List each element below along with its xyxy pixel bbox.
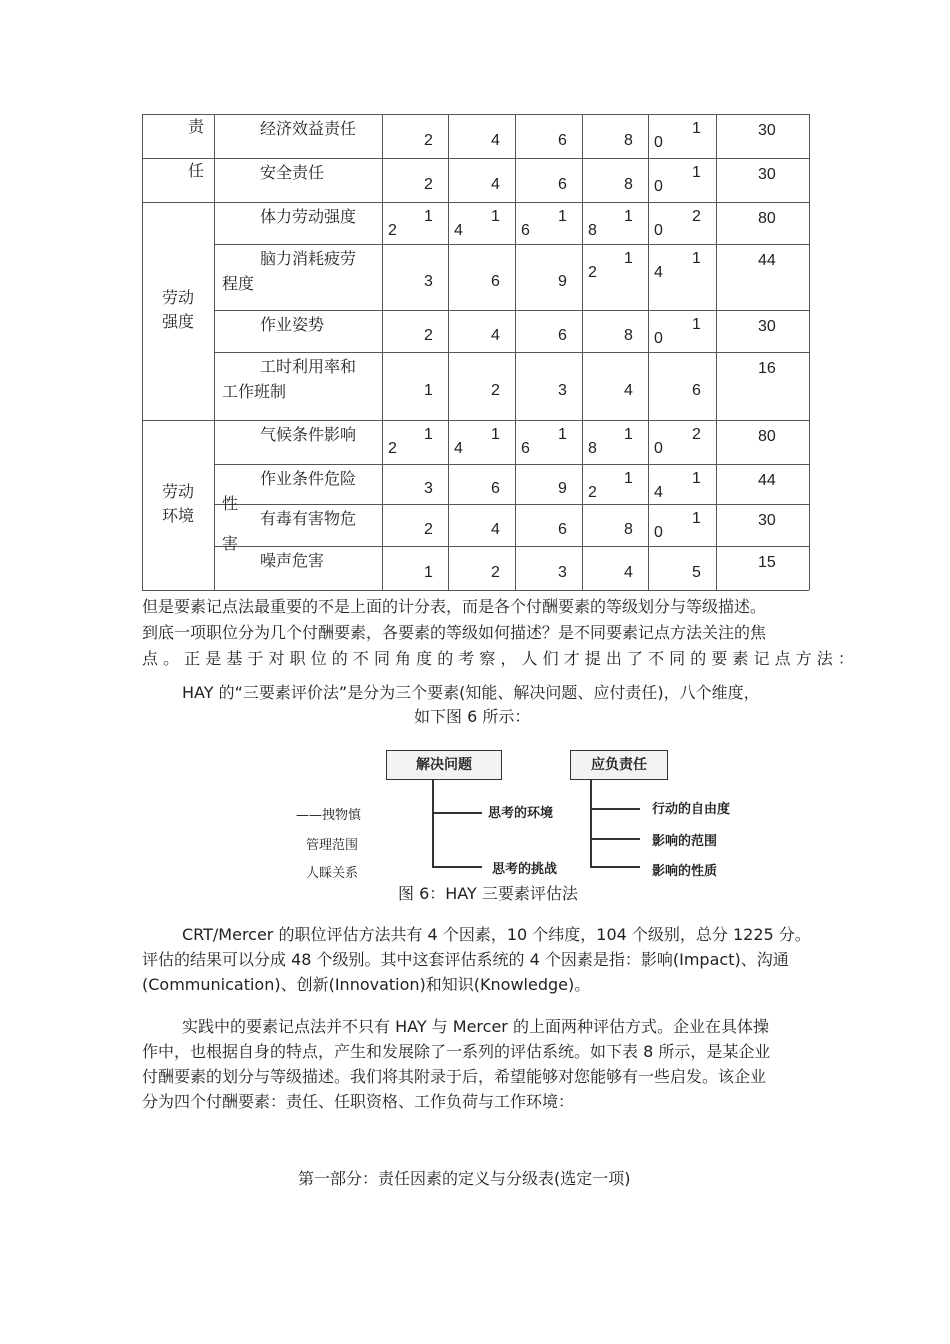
table-value: 6 bbox=[558, 521, 567, 538]
table-value: 1 bbox=[624, 208, 633, 225]
table-value: 0 bbox=[654, 134, 663, 151]
diagram-left-item: 人睬关系 bbox=[306, 866, 359, 881]
table-value: 4 bbox=[491, 521, 500, 538]
table-value: 2 bbox=[424, 132, 433, 149]
table-value: 8 bbox=[624, 176, 633, 193]
table-line bbox=[142, 158, 809, 159]
table-item-label: 作业姿势 bbox=[260, 315, 325, 334]
table-value: 2 bbox=[424, 176, 433, 193]
paragraph-line: (Communication)、创新(Innovation)和知识(Knowledge)。 bbox=[142, 975, 591, 994]
table-item-label: 有毒有害物危 bbox=[260, 509, 357, 528]
table-line bbox=[448, 114, 449, 590]
table-value: 1 bbox=[692, 164, 701, 181]
table-group-label: 劳动 bbox=[162, 288, 195, 307]
table-value: 9 bbox=[558, 273, 567, 290]
table-line bbox=[214, 310, 809, 311]
table-item-label: 噪声危害 bbox=[260, 551, 325, 570]
table-line bbox=[214, 244, 809, 245]
table-line bbox=[214, 464, 809, 465]
diagram-item: 行动的自由度 bbox=[652, 802, 731, 817]
table-value: 6 bbox=[491, 273, 500, 290]
table-value: 8 bbox=[588, 222, 597, 239]
table-value: 3 bbox=[558, 564, 567, 581]
table-value: 4 bbox=[624, 564, 633, 581]
table-line bbox=[382, 114, 383, 590]
table-line bbox=[142, 590, 809, 591]
table-value: 1 bbox=[424, 426, 433, 443]
table-line bbox=[142, 114, 143, 590]
table-line bbox=[142, 114, 809, 115]
table-value: 2 bbox=[388, 222, 397, 239]
table-group-label: 劳动 bbox=[162, 482, 195, 501]
table-line bbox=[515, 114, 516, 590]
table-value: 1 bbox=[692, 120, 701, 137]
table-value: 0 bbox=[654, 178, 663, 195]
diagram-left-item: 管理范围 bbox=[306, 838, 359, 853]
table-value: 8 bbox=[624, 327, 633, 344]
paragraph-line: CRT/Mercer 的职位评估方法共有 4 个因素，10 个纬度，104 个级别，总分 1225 分。 bbox=[182, 925, 811, 944]
table-value: 8 bbox=[624, 132, 633, 149]
table-line bbox=[214, 352, 809, 353]
table-value: 8 bbox=[624, 521, 633, 538]
table-item-label: 体力劳动强度 bbox=[260, 207, 357, 226]
paragraph-line: 实践中的要素记点法并不只有 HAY 与 Mercer 的上面两种评估方式。企业在具体操 bbox=[182, 1017, 769, 1036]
table-item-label: 气候条件影响 bbox=[260, 425, 357, 444]
table-group-label: 环境 bbox=[162, 506, 195, 525]
paragraph-line: 但是要素记点法最重要的不是上面的计分表，而是各个付酬要素的等级划分与等级描述。 bbox=[142, 597, 767, 616]
table-value: 6 bbox=[558, 176, 567, 193]
table-value: 6 bbox=[558, 327, 567, 344]
table-value: 3 bbox=[424, 480, 433, 497]
table-value: 6 bbox=[692, 382, 701, 399]
table-group-label: 责 bbox=[188, 117, 205, 136]
table-value: 30 bbox=[758, 318, 776, 335]
table-value: 4 bbox=[624, 382, 633, 399]
table-value: 4 bbox=[454, 222, 463, 239]
table-value: 44 bbox=[758, 252, 776, 269]
table-value: 30 bbox=[758, 122, 776, 139]
table-item-label: 经济效益责任 bbox=[260, 119, 357, 138]
table-value: 2 bbox=[692, 426, 701, 443]
table-value: 1 bbox=[692, 250, 701, 267]
table-line bbox=[809, 114, 810, 590]
table-value: 4 bbox=[491, 327, 500, 344]
table-value: 80 bbox=[758, 210, 776, 227]
table-line bbox=[582, 114, 583, 590]
table-value: 6 bbox=[558, 132, 567, 149]
diagram-box-accountability: 应负责任 bbox=[570, 750, 668, 780]
paragraph-line: 评估的结果可以分成 48 个级别。其中这套评估系统的 4 个因素是指：影响(Impact)、沟通 bbox=[142, 950, 789, 969]
table-line bbox=[214, 114, 215, 590]
table-item-label: 工作班制 bbox=[222, 382, 287, 401]
paragraph-line: 付酬要素的划分与等级描述。我们将其附录于后，希望能够对您能够有一些启发。该企业 bbox=[142, 1067, 767, 1086]
scoring-table bbox=[142, 114, 809, 590]
table-value: 2 bbox=[388, 440, 397, 457]
table-value: 0 bbox=[654, 222, 663, 239]
table-value: 2 bbox=[588, 484, 597, 501]
table-line bbox=[648, 114, 649, 590]
table-value: 1 bbox=[424, 208, 433, 225]
table-value: 1 bbox=[558, 208, 567, 225]
diagram-item: 影响的性质 bbox=[652, 864, 718, 879]
table-value: 6 bbox=[521, 440, 530, 457]
table-value: 6 bbox=[491, 480, 500, 497]
table-line bbox=[214, 546, 809, 547]
diagram-item: 影响的范围 bbox=[652, 834, 718, 849]
table-group-label: 任 bbox=[188, 161, 205, 180]
table-line bbox=[142, 420, 809, 421]
table-value: 2 bbox=[491, 382, 500, 399]
table-value: 30 bbox=[758, 166, 776, 183]
table-value: 1 bbox=[624, 250, 633, 267]
table-value: 30 bbox=[758, 512, 776, 529]
table-value: 1 bbox=[491, 426, 500, 443]
table-value: 6 bbox=[521, 222, 530, 239]
table-value: 1 bbox=[558, 426, 567, 443]
table-value: 0 bbox=[654, 330, 663, 347]
diagram-box-problem-solving: 解决问题 bbox=[386, 750, 502, 780]
table-value: 9 bbox=[558, 480, 567, 497]
table-value: 2 bbox=[491, 564, 500, 581]
table-item-label: 作业条件危险 bbox=[260, 469, 357, 488]
table-value: 15 bbox=[758, 554, 776, 571]
paragraph-line: 到底一项职位分为几个付酬要素，各要素的等级如何描述？是不同要素记点方法关注的焦 bbox=[142, 623, 767, 642]
table-value: 2 bbox=[424, 327, 433, 344]
table-value: 4 bbox=[491, 132, 500, 149]
table-value: 16 bbox=[758, 360, 776, 377]
paragraph-line: 点 。 正 是 基 于 对 职 位 的 不 同 角 度 的 考 察 ， 人 们 才 提 出 了 不 同 的 要 素 记 点 方 法 ： bbox=[142, 649, 854, 668]
table-value: 3 bbox=[558, 382, 567, 399]
section-title: 第一部分：责任因素的定义与分级表(选定一项) bbox=[298, 1169, 631, 1188]
table-item-label: 害 bbox=[222, 534, 239, 553]
table-item-label: 程度 bbox=[222, 274, 255, 293]
table-value: 80 bbox=[758, 428, 776, 445]
table-value: 0 bbox=[654, 440, 663, 457]
table-value: 1 bbox=[491, 208, 500, 225]
table-item-label: 工时利用率和 bbox=[260, 357, 357, 376]
table-group-label: 强度 bbox=[162, 312, 195, 331]
table-line bbox=[716, 114, 717, 590]
table-value: 1 bbox=[692, 470, 701, 487]
table-value: 8 bbox=[588, 440, 597, 457]
table-value: 4 bbox=[491, 176, 500, 193]
table-value: 1 bbox=[692, 316, 701, 333]
table-value: 2 bbox=[692, 208, 701, 225]
table-value: 1 bbox=[624, 426, 633, 443]
table-item-label: 性 bbox=[222, 494, 239, 513]
diagram-left-item: ——拽物慎 bbox=[296, 808, 362, 823]
table-value: 3 bbox=[424, 273, 433, 290]
table-item-label: 安全责任 bbox=[260, 163, 325, 182]
figure-caption: 图 6：HAY 三要素评估法 bbox=[398, 884, 578, 903]
table-value: 44 bbox=[758, 472, 776, 489]
paragraph-line: 作中，也根据自身的特点，产生和发展除了一系列的评估系统。如下表 8 所示，是某企业 bbox=[142, 1042, 771, 1061]
paragraph-line: 分为四个付酬要素：责任、任职资格、工作负荷与工作环境： bbox=[142, 1092, 575, 1111]
table-value: 1 bbox=[624, 470, 633, 487]
diagram-item: 思考的挑战 bbox=[492, 862, 558, 877]
table-value: 1 bbox=[424, 382, 433, 399]
table-value: 1 bbox=[424, 564, 433, 581]
table-line bbox=[142, 202, 809, 203]
table-value: 2 bbox=[424, 521, 433, 538]
table-value: 5 bbox=[692, 564, 701, 581]
diagram-item: 思考的环境 bbox=[488, 806, 554, 821]
table-value: 1 bbox=[692, 510, 701, 527]
table-value: 4 bbox=[654, 484, 663, 501]
table-value: 0 bbox=[654, 524, 663, 541]
table-line bbox=[214, 504, 809, 505]
table-value: 4 bbox=[454, 440, 463, 457]
paragraph-line: 如下图 6 所示： bbox=[414, 707, 531, 726]
table-value: 4 bbox=[654, 264, 663, 281]
table-item-label: 脑力消耗疲劳 bbox=[260, 249, 357, 268]
paragraph-line: HAY 的“三要素评价法”是分为三个要素(知能、解决问题、应付责任)，八个维度， bbox=[182, 683, 760, 702]
table-value: 2 bbox=[588, 264, 597, 281]
